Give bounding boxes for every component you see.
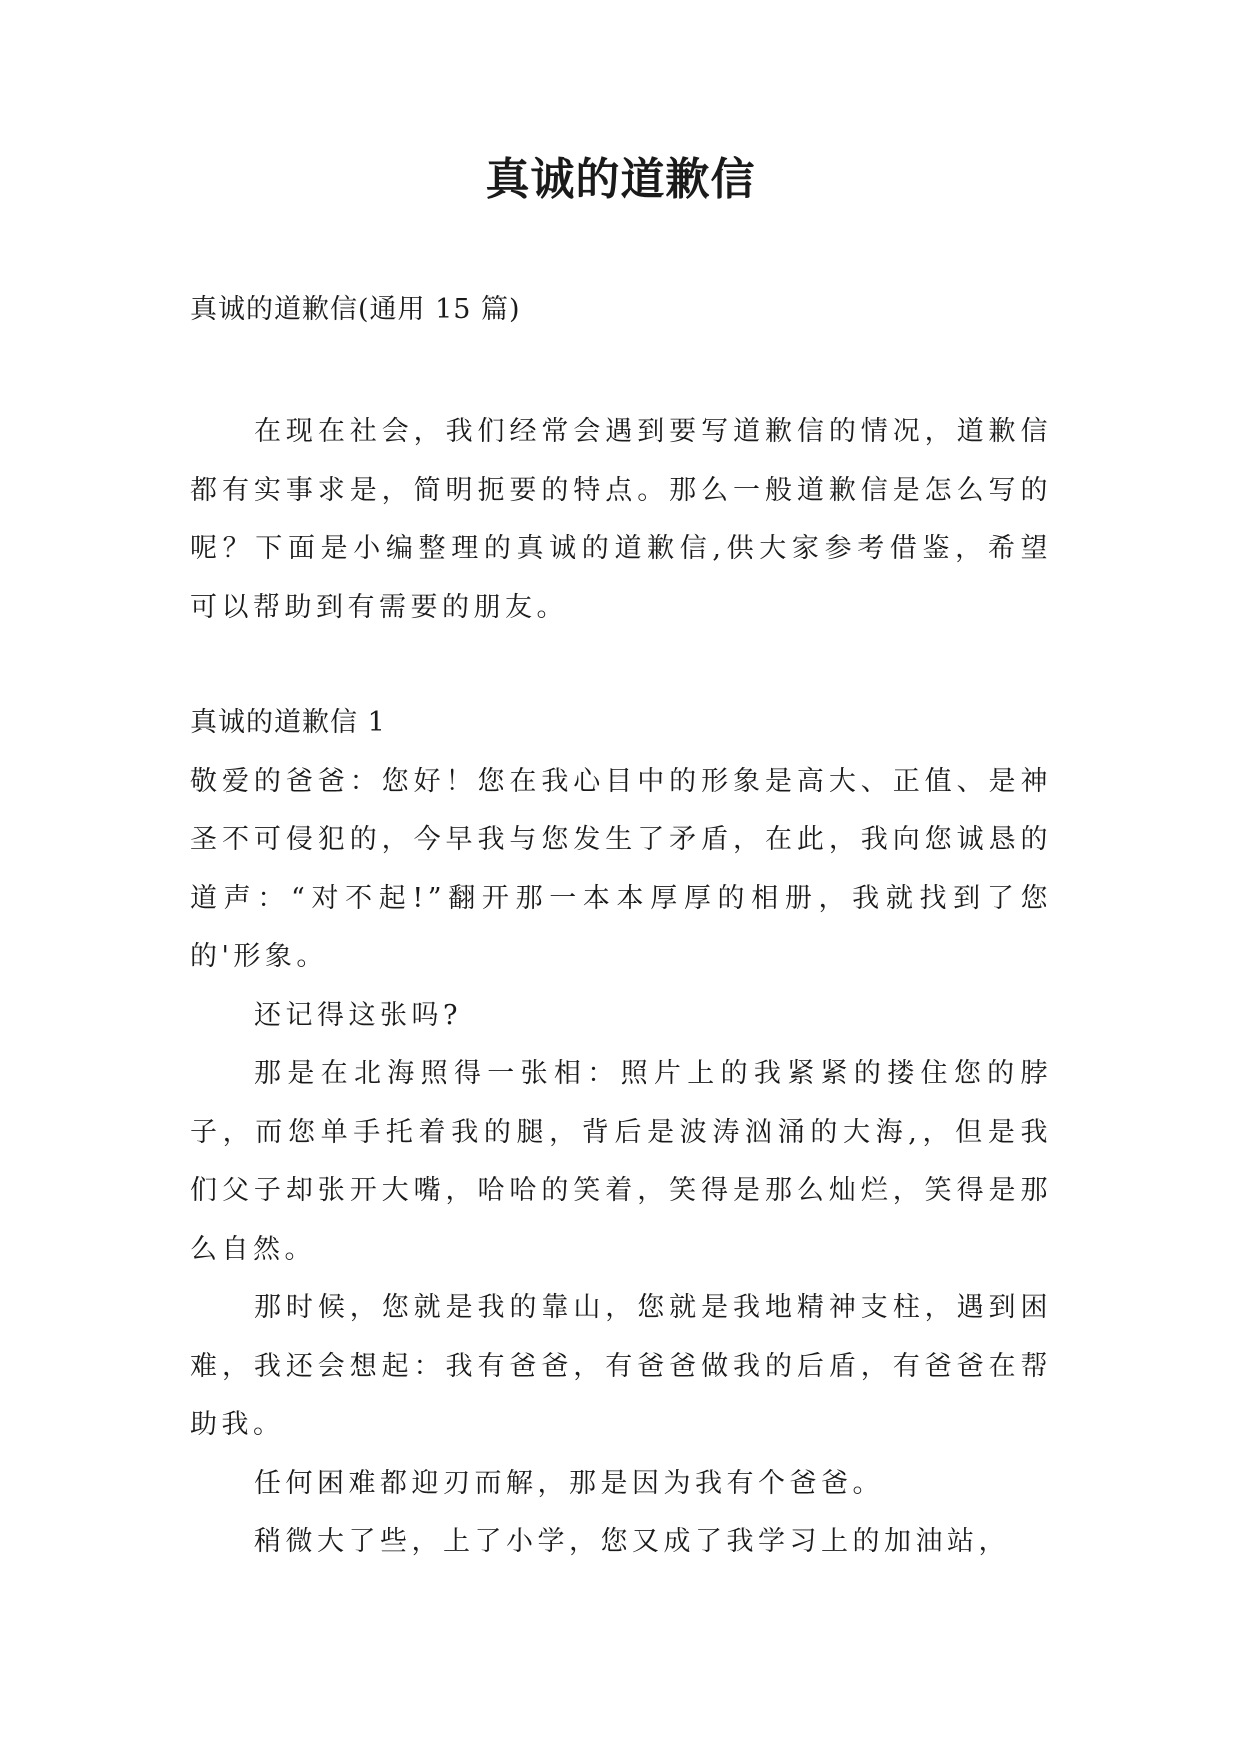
document-body [190, 403, 1052, 1572]
letter-paragraph: 那是在北海照得一张相：照片上的我紧紧的搂住您的脖子，而您单手托着我的腿，背后是波涛汹涌的大海,，但是我们父子却张开大嘴，哈哈的笑着，笑得是那么灿烂，笑得是那么自然。 [190, 1058, 1052, 1265]
letter-paragraph: 敬爱的爸爸：您好！您在我心目中的形象是高大、正值、是神圣不可侵犯的，今早我与您发生了矛盾，在此，我向您诚恳的道声：“对不起!”翻开那一本本厚厚的相册，我就找到了您的'形象。 [190, 765, 1052, 972]
intro-paragraph: 在现在社会，我们经常会遇到要写道歉信的情况，道歉信都有实事求是，简明扼要的特点。那么一般道歉信是怎么写的呢？下面是小编整理的真诚的道歉信,供大家参考借鉴，希望可以帮助到有需要的朋友。 [190, 416, 1052, 623]
document-title: 真诚的道歉信 [485, 154, 756, 205]
section-heading: 真诚的道歉信 1 [190, 707, 386, 738]
letter-paragraph: 任何困难都迎刃而解，那是因为我有个爸爸。 [254, 1467, 884, 1499]
letter-paragraph: 那时候，您就是我的靠山，您就是我地精神支柱，遇到困难，我还会想起：我有爸爸，有爸爸做我的后盾，有爸爸在帮助我。 [190, 1292, 1052, 1440]
document-subtitle: 真诚的道歉信(通用 15 篇) [190, 294, 521, 325]
letter-paragraph: 稍微大了些，上了小学，您又成了我学习上的加油站， [254, 1526, 1010, 1557]
letter-paragraph: 还记得这张吗? [254, 999, 462, 1031]
